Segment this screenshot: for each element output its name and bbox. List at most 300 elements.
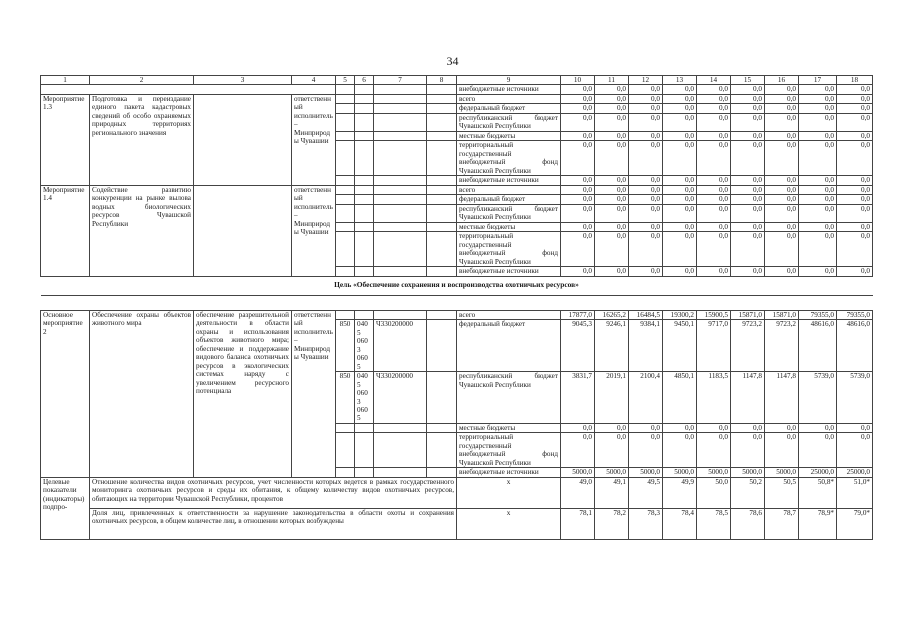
- grbs-code: [336, 423, 355, 432]
- code-cell: [355, 176, 374, 185]
- value-cell: 1147,8: [765, 372, 799, 424]
- value-cell: 0,0: [595, 113, 629, 131]
- value-cell: 0,0: [837, 433, 873, 468]
- code-cell: [336, 185, 355, 194]
- value-cell: 0,0: [561, 185, 595, 194]
- value-cell: 0,0: [561, 85, 595, 94]
- code-cell: [427, 185, 457, 194]
- value-cell: 0,0: [765, 222, 799, 231]
- value-cell: 0,0: [731, 141, 765, 176]
- code-cell: [355, 195, 374, 204]
- code-cell: [355, 141, 374, 176]
- value-cell: 50,2: [731, 477, 765, 508]
- value-cell: 16484,5: [629, 310, 663, 319]
- value-cell: 0,0: [629, 267, 663, 276]
- code-cell: [336, 222, 355, 231]
- expense-type-code: [427, 372, 457, 424]
- value-cell: 0,0: [697, 195, 731, 204]
- value-cell: 0,0: [765, 185, 799, 194]
- value-cell: 9246,1: [595, 320, 629, 372]
- value-cell: 0,0: [765, 94, 799, 103]
- label-cell: [41, 85, 336, 94]
- funding-source: территориальный государственный внебюджетный фонд Чувашской Республики: [457, 433, 561, 468]
- value-cell: 15871,0: [731, 310, 765, 319]
- value-cell: 0,0: [595, 85, 629, 94]
- funding-source: федеральный бюджет: [457, 104, 561, 113]
- measure-name: Подготовка и переиздание единого пакета кадастровых сведений об особо охраняемых природных территориях регионального значения: [90, 94, 194, 185]
- value-cell: 0,0: [837, 204, 873, 222]
- funding-source: всего: [457, 310, 561, 319]
- value-cell: 0,0: [799, 141, 837, 176]
- value-cell: 0,0: [595, 104, 629, 113]
- code-cell: [427, 141, 457, 176]
- value-cell: 0,0: [697, 222, 731, 231]
- value-cell: 0,0: [697, 131, 731, 140]
- measure-executor: ответственный исполнитель – Минприроды Чувашии: [292, 185, 336, 276]
- value-cell: 0,0: [731, 267, 765, 276]
- value-cell: 0,0: [595, 267, 629, 276]
- section-code: [355, 433, 374, 468]
- code-cell: [427, 131, 457, 140]
- measure-executor: ответственный исполнитель – Минприроды Чувашии: [292, 94, 336, 185]
- funding-source: федеральный бюджет: [457, 320, 561, 372]
- target-article-code: [374, 468, 427, 477]
- value-cell: 50,0: [697, 477, 731, 508]
- value-cell: 0,0: [697, 433, 731, 468]
- page-number: 34: [446, 54, 459, 68]
- value-cell: 0,0: [629, 433, 663, 468]
- program-table-sheet: [40, 75, 870, 540]
- expense-type-code: [427, 433, 457, 468]
- funding-source: всего: [457, 185, 561, 194]
- column-number: 15: [731, 76, 765, 85]
- value-cell: 5739,0: [837, 372, 873, 424]
- value-cell: 0,0: [663, 185, 697, 194]
- value-cell: 0,0: [731, 185, 765, 194]
- value-cell: 0,0: [629, 131, 663, 140]
- target-article-code: Ч330200000: [374, 320, 427, 372]
- value-cell: 0,0: [765, 104, 799, 113]
- value-cell: 0,0: [595, 433, 629, 468]
- value-cell: 0,0: [697, 204, 731, 222]
- code-cell: [374, 176, 427, 185]
- value-cell: 5000,0: [765, 468, 799, 477]
- value-cell: 0,0: [731, 204, 765, 222]
- code-cell: [336, 85, 355, 94]
- program-financing-table: [40, 75, 873, 540]
- value-cell: 0,0: [561, 131, 595, 140]
- measure-name: Обеспечение охраны объектов животного мира: [90, 310, 194, 477]
- value-cell: 0,0: [765, 267, 799, 276]
- value-cell: 0,0: [561, 232, 595, 267]
- value-cell: 0,0: [731, 131, 765, 140]
- funding-source: внебюджетные источники: [457, 85, 561, 94]
- value-cell: 0,0: [799, 195, 837, 204]
- column-number: 9: [457, 76, 561, 85]
- column-number: 11: [595, 76, 629, 85]
- code-cell: [355, 185, 374, 194]
- code-cell: [355, 204, 374, 222]
- value-cell: 79,0*: [837, 508, 873, 539]
- value-cell: 0,0: [799, 94, 837, 103]
- value-cell: 0,0: [731, 195, 765, 204]
- funding-source: местные бюджеты: [457, 131, 561, 140]
- target-article-code: [374, 423, 427, 432]
- column-number: 2: [90, 76, 194, 85]
- value-cell: 78,5: [697, 508, 731, 539]
- value-cell: 0,0: [799, 131, 837, 140]
- value-cell: 0,0: [629, 222, 663, 231]
- value-cell: 0,0: [837, 131, 873, 140]
- value-cell: 0,0: [799, 185, 837, 194]
- funding-source: республиканский бюджет Чувашской Республики: [457, 204, 561, 222]
- value-cell: 50,8*: [799, 477, 837, 508]
- value-cell: 0,0: [595, 204, 629, 222]
- table-row: [41, 85, 873, 94]
- indicator-unit: х: [457, 508, 561, 539]
- value-cell: 0,0: [629, 104, 663, 113]
- indicator-row: [41, 508, 873, 539]
- value-cell: 0,0: [837, 267, 873, 276]
- value-cell: 0,0: [837, 113, 873, 131]
- value-cell: 0,0: [799, 85, 837, 94]
- value-cell: 0,0: [663, 423, 697, 432]
- value-cell: 0,0: [663, 85, 697, 94]
- value-cell: 0,0: [561, 94, 595, 103]
- value-cell: 0,0: [731, 222, 765, 231]
- value-cell: 78,1: [561, 508, 595, 539]
- value-cell: 0,0: [663, 433, 697, 468]
- value-cell: 0,0: [629, 185, 663, 194]
- funding-source: всего: [457, 94, 561, 103]
- value-cell: 78,6: [731, 508, 765, 539]
- value-cell: 0,0: [837, 185, 873, 194]
- code-cell: [355, 222, 374, 231]
- section-code: 0405 0603 0605: [355, 320, 374, 372]
- value-cell: 5000,0: [697, 468, 731, 477]
- value-cell: 0,0: [663, 204, 697, 222]
- value-cell: 50,5: [765, 477, 799, 508]
- value-cell: 9717,0: [697, 320, 731, 372]
- code-cell: [374, 85, 427, 94]
- value-cell: 0,0: [697, 232, 731, 267]
- value-cell: 0,0: [837, 104, 873, 113]
- code-cell: [374, 113, 427, 131]
- value-cell: 0,0: [595, 195, 629, 204]
- spacer-cell: [41, 295, 873, 310]
- measure-label: Мероприятие 1.3: [41, 94, 90, 185]
- value-cell: 0,0: [799, 104, 837, 113]
- grbs-code: [336, 310, 355, 319]
- value-cell: 0,0: [765, 195, 799, 204]
- code-cell: [355, 104, 374, 113]
- value-cell: 0,0: [799, 267, 837, 276]
- value-cell: 5000,0: [663, 468, 697, 477]
- value-cell: 2019,1: [595, 372, 629, 424]
- value-cell: 0,0: [595, 131, 629, 140]
- value-cell: 0,0: [799, 176, 837, 185]
- value-cell: 0,0: [561, 204, 595, 222]
- goal-title: Цель «Обеспечение сохранения и воспроизводства охотничьих ресурсов»: [334, 280, 579, 290]
- code-cell: [336, 94, 355, 103]
- code-cell: [427, 195, 457, 204]
- code-cell: [336, 176, 355, 185]
- section-code: [355, 423, 374, 432]
- column-number: 13: [663, 76, 697, 85]
- code-cell: [355, 232, 374, 267]
- code-cell: [427, 232, 457, 267]
- measure-name: Содействие развитию конкуренции на рынке вылова водных биологических ресурсов Чувашской Республики: [90, 185, 194, 276]
- value-cell: 0,0: [765, 232, 799, 267]
- value-cell: 0,0: [629, 423, 663, 432]
- value-cell: 0,0: [629, 204, 663, 222]
- value-cell: 0,0: [799, 204, 837, 222]
- value-cell: 0,0: [697, 94, 731, 103]
- code-cell: [355, 113, 374, 131]
- value-cell: 0,0: [697, 423, 731, 432]
- funding-source: федеральный бюджет: [457, 195, 561, 204]
- value-cell: 0,0: [561, 141, 595, 176]
- grbs-code: 850: [336, 372, 355, 424]
- value-cell: 78,3: [629, 508, 663, 539]
- value-cell: 1147,8: [731, 372, 765, 424]
- funding-source: местные бюджеты: [457, 423, 561, 432]
- code-cell: [427, 94, 457, 103]
- value-cell: 0,0: [595, 423, 629, 432]
- code-cell: [336, 267, 355, 276]
- value-cell: 0,0: [595, 141, 629, 176]
- value-cell: 0,0: [799, 113, 837, 131]
- value-cell: 0,0: [837, 232, 873, 267]
- value-cell: 19300,2: [663, 310, 697, 319]
- value-cell: 0,0: [765, 85, 799, 94]
- value-cell: 51,0*: [837, 477, 873, 508]
- grbs-code: [336, 433, 355, 468]
- value-cell: 25000,0: [837, 468, 873, 477]
- value-cell: 4850,1: [663, 372, 697, 424]
- value-cell: 0,0: [561, 176, 595, 185]
- code-cell: [427, 267, 457, 276]
- column-number: 6: [355, 76, 374, 85]
- value-cell: 0,0: [837, 176, 873, 185]
- code-cell: [336, 104, 355, 113]
- code-cell: [374, 94, 427, 103]
- value-cell: 5000,0: [595, 468, 629, 477]
- value-cell: 16265,2: [595, 310, 629, 319]
- value-cell: 0,0: [561, 195, 595, 204]
- funding-source: внебюджетные источники: [457, 176, 561, 185]
- value-cell: 0,0: [837, 94, 873, 103]
- indicator-unit: х: [457, 477, 561, 508]
- value-cell: 0,0: [837, 195, 873, 204]
- value-cell: 0,0: [629, 232, 663, 267]
- column-number: 8: [427, 76, 457, 85]
- column-number: 12: [629, 76, 663, 85]
- value-cell: 0,0: [595, 94, 629, 103]
- target-article-code: Ч330200000: [374, 372, 427, 424]
- code-cell: [355, 131, 374, 140]
- value-cell: 9723,2: [765, 320, 799, 372]
- value-cell: 0,0: [731, 85, 765, 94]
- code-cell: [355, 267, 374, 276]
- funding-source: республиканский бюджет Чувашской Республики: [457, 113, 561, 131]
- column-number: 3: [194, 76, 292, 85]
- code-cell: [336, 113, 355, 131]
- funding-source: территориальный государственный внебюджетный фонд Чувашской Республики: [457, 232, 561, 267]
- value-cell: 0,0: [595, 232, 629, 267]
- code-cell: [374, 131, 427, 140]
- measure-goal: обеспечение разрешительной деятельности в области охраны и использования объектов животного мира; обеспечение и поддержание видового баланса охотничьих ресурсов в экологических системах наряду с увеличением ресурсного потенциала: [194, 310, 292, 477]
- measure-goal: [194, 94, 292, 185]
- value-cell: 0,0: [663, 131, 697, 140]
- value-cell: 0,0: [731, 433, 765, 468]
- value-cell: 0,0: [697, 104, 731, 113]
- value-cell: 49,0: [561, 477, 595, 508]
- value-cell: 49,9: [663, 477, 697, 508]
- funding-source: внебюджетные источники: [457, 267, 561, 276]
- value-cell: 0,0: [799, 423, 837, 432]
- value-cell: 0,0: [629, 94, 663, 103]
- funding-source: внебюджетные источники: [457, 468, 561, 477]
- code-cell: [374, 141, 427, 176]
- measure-label: Мероприятие 1.4: [41, 185, 90, 276]
- value-cell: 9045,3: [561, 320, 595, 372]
- value-cell: 0,0: [561, 113, 595, 131]
- column-number: 10: [561, 76, 595, 85]
- indicator-row: [41, 477, 873, 508]
- value-cell: 0,0: [731, 104, 765, 113]
- code-cell: [374, 185, 427, 194]
- measure-executor: ответственный исполнитель – Минприроды Чувашии: [292, 310, 336, 477]
- table-row: [41, 185, 873, 194]
- value-cell: 0,0: [697, 185, 731, 194]
- value-cell: 0,0: [837, 222, 873, 231]
- value-cell: 0,0: [561, 104, 595, 113]
- value-cell: 49,1: [595, 477, 629, 508]
- value-cell: 0,0: [663, 141, 697, 176]
- code-cell: [374, 267, 427, 276]
- code-cell: [427, 85, 457, 94]
- value-cell: 9384,1: [629, 320, 663, 372]
- value-cell: 79355,0: [799, 310, 837, 319]
- value-cell: 25000,0: [799, 468, 837, 477]
- value-cell: 49,5: [629, 477, 663, 508]
- value-cell: 0,0: [629, 176, 663, 185]
- value-cell: 0,0: [561, 433, 595, 468]
- value-cell: 0,0: [697, 141, 731, 176]
- code-cell: [427, 204, 457, 222]
- value-cell: 0,0: [697, 85, 731, 94]
- code-cell: [374, 232, 427, 267]
- value-cell: 0,0: [663, 94, 697, 103]
- value-cell: 78,7: [765, 508, 799, 539]
- value-cell: 0,0: [663, 232, 697, 267]
- column-number: 4: [292, 76, 336, 85]
- value-cell: 0,0: [629, 195, 663, 204]
- value-cell: 0,0: [799, 232, 837, 267]
- grbs-code: 850: [336, 320, 355, 372]
- value-cell: 0,0: [799, 433, 837, 468]
- code-cell: [374, 195, 427, 204]
- value-cell: 0,0: [629, 85, 663, 94]
- table-row: [41, 94, 873, 103]
- code-cell: [336, 232, 355, 267]
- value-cell: 0,0: [663, 222, 697, 231]
- code-cell: [427, 113, 457, 131]
- value-cell: 0,0: [697, 113, 731, 131]
- code-cell: [336, 141, 355, 176]
- code-cell: [355, 85, 374, 94]
- value-cell: 0,0: [765, 131, 799, 140]
- target-article-code: [374, 433, 427, 468]
- value-cell: 9450,1: [663, 320, 697, 372]
- value-cell: 0,0: [697, 176, 731, 185]
- value-cell: 0,0: [595, 222, 629, 231]
- measure-label: Основное мероприятие 2: [41, 310, 90, 477]
- value-cell: 0,0: [765, 113, 799, 131]
- code-cell: [374, 222, 427, 231]
- value-cell: 0,0: [663, 104, 697, 113]
- value-cell: 1183,5: [697, 372, 731, 424]
- code-cell: [427, 104, 457, 113]
- value-cell: 0,0: [765, 141, 799, 176]
- value-cell: 0,0: [765, 433, 799, 468]
- value-cell: 0,0: [731, 113, 765, 131]
- code-cell: [374, 204, 427, 222]
- code-cell: [427, 176, 457, 185]
- section-code: [355, 310, 374, 319]
- column-number: 14: [697, 76, 731, 85]
- value-cell: 0,0: [837, 423, 873, 432]
- expense-type-code: [427, 468, 457, 477]
- value-cell: 78,2: [595, 508, 629, 539]
- value-cell: 5000,0: [731, 468, 765, 477]
- value-cell: 0,0: [595, 176, 629, 185]
- column-number: 1: [41, 76, 90, 85]
- column-number: 5: [336, 76, 355, 85]
- code-cell: [374, 104, 427, 113]
- value-cell: 0,0: [765, 204, 799, 222]
- value-cell: 0,0: [731, 94, 765, 103]
- table-row: [41, 310, 873, 319]
- measure-goal: [194, 185, 292, 276]
- value-cell: 0,0: [837, 141, 873, 176]
- value-cell: 0,0: [799, 222, 837, 231]
- section-code: [355, 468, 374, 477]
- value-cell: 0,0: [561, 222, 595, 231]
- value-cell: 0,0: [663, 195, 697, 204]
- value-cell: 78,4: [663, 508, 697, 539]
- grbs-code: [336, 468, 355, 477]
- value-cell: 0,0: [731, 176, 765, 185]
- column-number: 16: [765, 76, 799, 85]
- indicator-text: Отношение количества видов охотничьих ресурсов, учет численности которых ведется в рамках государственного мониторинга охотничьих ресурсов и среды их обитания, к общему количеству видов охотничьих ресурсов, обитающих на территории Чувашской Республики, процентов: [90, 477, 457, 508]
- expense-type-code: [427, 310, 457, 319]
- indicator-label: Целевые показатели (индикаторы) подпро-: [41, 477, 90, 539]
- section-code: 0405 0603 0605: [355, 372, 374, 424]
- value-cell: 0,0: [561, 423, 595, 432]
- column-number: 7: [374, 76, 427, 85]
- code-cell: [336, 195, 355, 204]
- value-cell: 78,9*: [799, 508, 837, 539]
- target-article-code: [374, 310, 427, 319]
- value-cell: 5000,0: [561, 468, 595, 477]
- value-cell: 0,0: [629, 113, 663, 131]
- expense-type-code: [427, 320, 457, 372]
- value-cell: 0,0: [765, 423, 799, 432]
- value-cell: 48616,0: [837, 320, 873, 372]
- code-cell: [336, 204, 355, 222]
